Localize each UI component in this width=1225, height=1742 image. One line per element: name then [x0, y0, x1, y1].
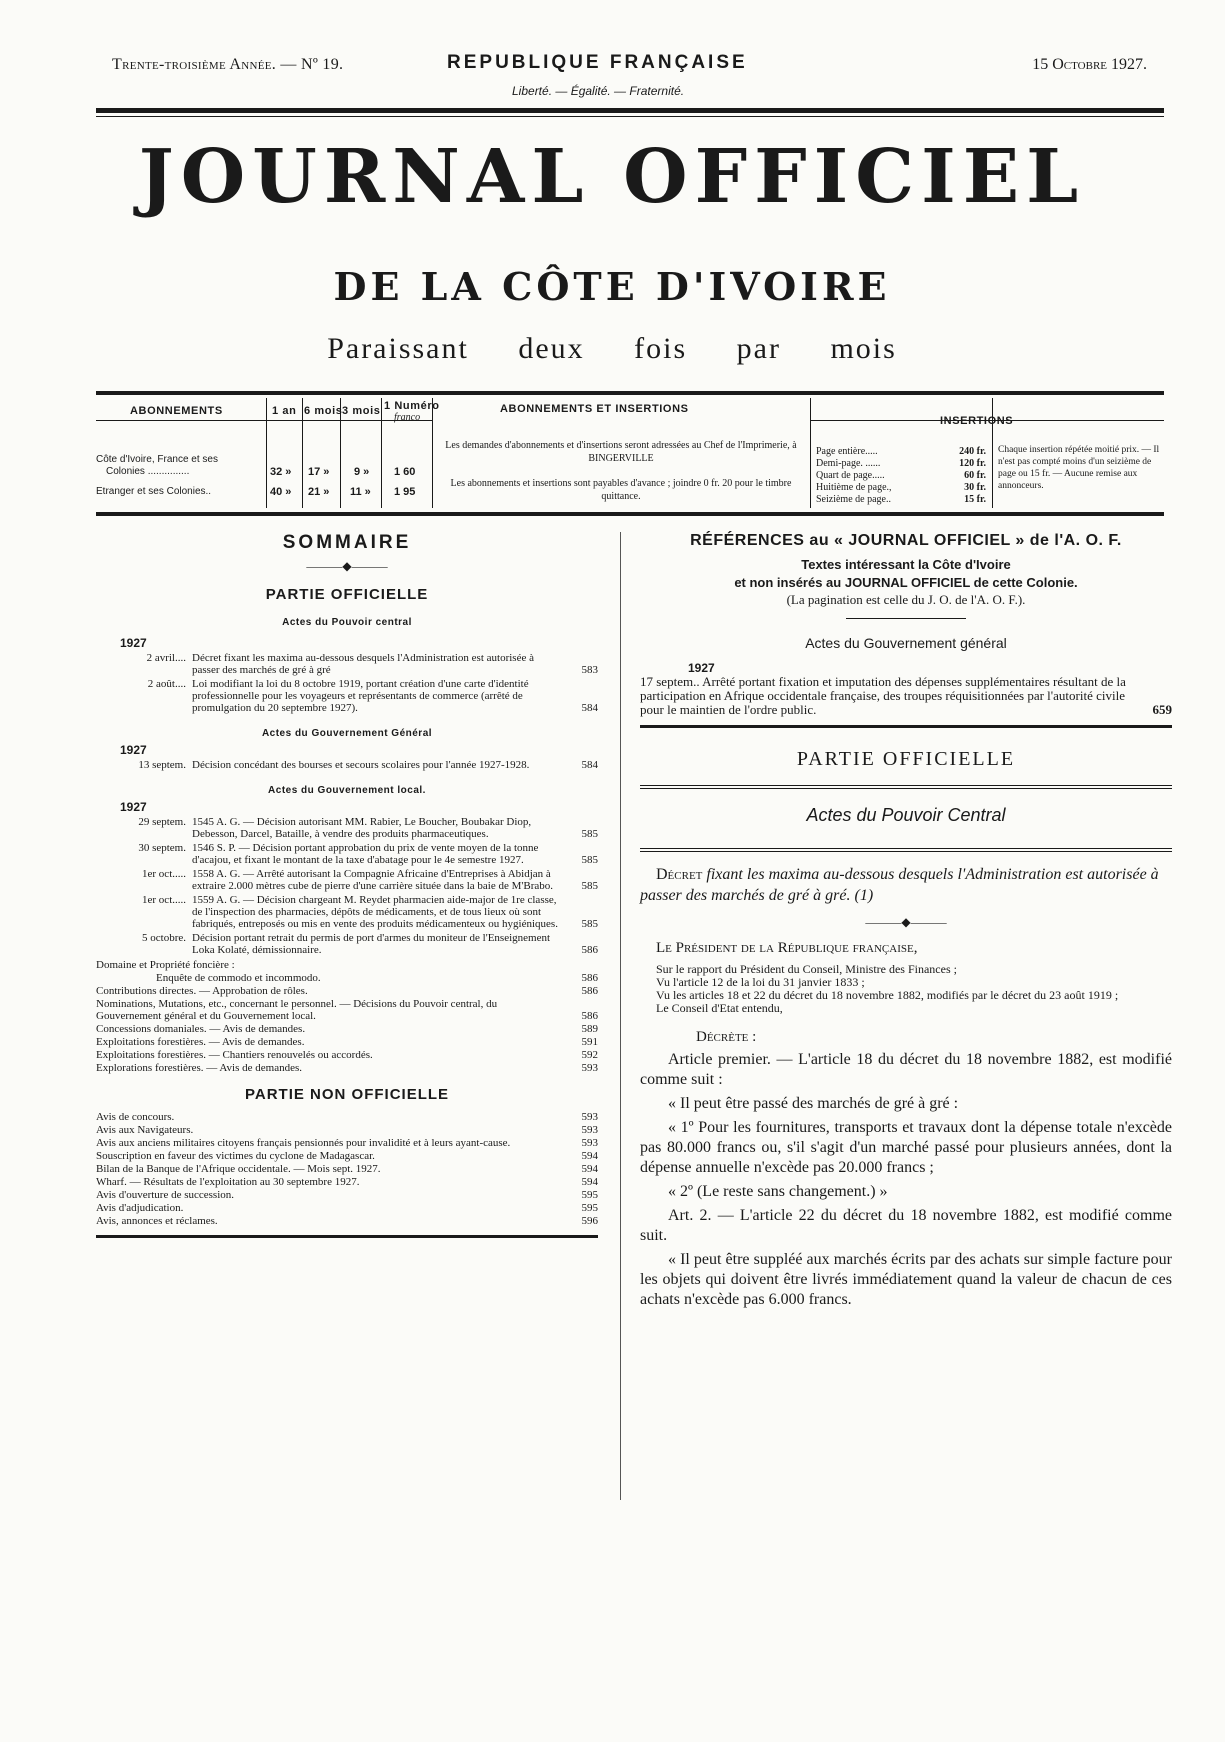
divider [640, 785, 1172, 786]
article-2-text: « Il peut être suppléé aux marchés écrits par des achats sur simple facture pour les objets qui doivent être livrés immédiatement quand la valeur de chacun de ces achats n'excède pas 6.000 francs. [640, 1251, 1172, 1308]
references-sub1: Textes intéressant la Côte d'Ivoire [801, 557, 1011, 572]
year-label: 1927 [120, 743, 147, 757]
table-rule [96, 512, 1164, 516]
partie-non-officielle-heading: PARTIE NON OFFICIELLE [244, 1086, 450, 1103]
ins-row: Huitième de page., 30 fr. [816, 482, 986, 493]
row1-numero: 1 60 [394, 466, 416, 478]
short-rule [846, 618, 966, 619]
journal-subtitle: DE LA CÔTE D'IVOIRE [333, 264, 891, 309]
actes-pouvoir-central: Actes du Pouvoir Central [806, 805, 1006, 825]
gov-general-title: Actes du Gouvernement général [805, 635, 1007, 651]
list-item[interactable]: Avis d'adjudication. 595 [96, 1202, 598, 1214]
col-numero: 1 Numéro [384, 400, 440, 412]
middle-text2: Les abonnements et insertions sont payables d'avance ; joindre 0 fr. 20 pour le timbre quittance. [450, 478, 792, 502]
list-item[interactable]: 30 septem. 1546 S. P. — Décision portant approbation du prix de vente moyen de la tonne d'acajou, et fixant le montant de la taxe d'abatage pour le 4e semestre 1927. 585 [138, 842, 598, 866]
list-item[interactable]: Wharf. — Résultats de l'exploitation au 30 septembre 1927. 594 [96, 1176, 598, 1188]
col-6mois: 6 mois [304, 405, 343, 417]
masthead-rule [96, 391, 1164, 395]
ornament-divider: ———◆——— [865, 915, 947, 929]
year-label: 1927 [120, 636, 147, 650]
row1-6mois: 17 » [308, 466, 330, 478]
president-heading: Le Président de la République française, [656, 940, 918, 956]
list-item[interactable]: Exploitations forestières. — Chantiers renouvelés ou accordés. 592 [96, 1049, 598, 1061]
list-item[interactable]: 5 octobre. Décision portant retrait du permis de port d'armes du moniteur de l'Enseignement Loka Kolaté, démissionnaire. 586 [142, 932, 598, 956]
issue-date: 15 Octobre 1927. [1032, 56, 1147, 73]
ins-row: Page entière..... 240 fr. [816, 446, 986, 457]
journal-tagline: Paraissant deux fois par mois [327, 332, 897, 365]
col-3mois: 3 mois [342, 405, 381, 417]
insertions-heading: INSERTIONS [940, 415, 1014, 427]
year-label: 1927 [120, 800, 147, 814]
visa-4: Le Conseil d'Etat entendu, [656, 1001, 783, 1015]
middle-text1: Les demandes d'abonnements et d'insertions seront adressées au Chef de l'Imprimerie, à BINGERVILLE [445, 440, 797, 464]
visa-1: Sur le rapport du Président du Conseil, Ministre des Finances ; [656, 962, 957, 976]
article-1-point-2: « 2º (Le reste sans changement.) » [668, 1183, 888, 1200]
list-item[interactable]: 17 septem.. Arrêté portant fixation et imputation des dépenses supplémentaires résultant de la participation en Afrique occidentale française, des troupes réquisitionnées par l'autorité civile pour le maintien de l'ordre public. 659 [640, 674, 1172, 717]
section-rule [640, 725, 1172, 728]
col-1an: 1 an [272, 405, 297, 417]
divider [640, 848, 1172, 849]
row2-1an: 40 » [270, 486, 292, 498]
references-sub2: et non insérés au JOURNAL OFFICIEL de cette Colonie. [734, 575, 1078, 590]
republic-label: REPUBLIQUE FRANÇAISE [447, 52, 748, 73]
ornament-divider: ———◆——— [306, 559, 388, 573]
subs-heading: ABONNEMENTS [130, 405, 223, 417]
decrete-heading: Décrète : [696, 1029, 757, 1045]
column-separator [620, 532, 621, 1500]
visa-3: Vu les articles 18 et 22 du décret du 18 novembre 1882, modifiés par le décret du 23 août 1919 ; [656, 988, 1119, 1002]
journal-title: JOURNAL OFFICIEL [138, 134, 1086, 220]
year-label: 1927 [688, 661, 715, 675]
list-item[interactable]: Avis aux anciens militaires citoyens français pensionnés pour invalidité et à leurs ayant-cause. 593 [96, 1137, 598, 1149]
visa-2: Vu l'article 12 de la loi du 31 janvier 1833 ; [656, 975, 865, 989]
issue-number: — Nº 19. [280, 56, 344, 73]
row2-label: Etranger et ses Colonies.. [96, 486, 212, 497]
list-item[interactable]: Avis de concours. 593 [96, 1111, 598, 1123]
sommaire-title: SOMMAIRE [282, 532, 412, 553]
row2-3mois: 11 » [350, 486, 371, 498]
list-item[interactable]: 13 septem. Décision concédant des bourses et secours scolaires pour l'année 1927-1928. 584 [138, 759, 598, 771]
row1-3mois: 9 » [354, 466, 370, 478]
national-motto: Liberté. — Égalité. — Fraternité. [512, 84, 685, 98]
col-numero-sub: franco [394, 412, 421, 423]
list-item[interactable]: 29 septem. 1545 A. G. — Décision autorisant MM. Rabier, Le Boucher, Boubakar Diop, Debesson, Darcel, Bataille, à vendre des produits pharmaceutiques. 585 [138, 816, 598, 840]
list-item[interactable]: Nominations, Mutations, etc., concernant le personnel. — Décisions du Pouvoir central, du Gouvernement général et du Gouvernement local. 586 [96, 998, 598, 1022]
list-item[interactable]: Enquête de commodo et incommodo. 586 [156, 972, 598, 984]
divider [640, 851, 1172, 852]
row1-label-a: Côte d'Ivoire, France et ses [96, 454, 218, 465]
article-1-point-1: « 1º Pour les fournitures, transports et travaux dont la dépense totale n'excède pas 80.000 francs ou, s'il s'agit d'un marché passé pour plusieurs années, dont la dépense annuelle n'excède pas 20.000 francs ; [640, 1119, 1172, 1176]
header-rule-thin [96, 116, 1164, 117]
list-item[interactable]: 2 avril.... Décret fixant les maxima au-dessous desquels l'Administration est autorisée à passer des marchés de gré à gré 583 [146, 652, 598, 676]
ins-row: Demi-page. ...... 120 fr. [816, 458, 986, 469]
row1-1an: 32 » [270, 466, 292, 478]
list-item[interactable]: Exploitations forestières. — Avis de demandes. 591 [96, 1036, 598, 1048]
insertions-price-list [816, 446, 986, 506]
list-item[interactable]: 1er oct..... 1558 A. G. — Arrêté autorisant la Compagnie Africaine d'Entreprises à Abidjan à extraire 2.000 mètres cube de pierre d'une carrière située dans la baie de M'Brabo. 585 [142, 868, 598, 892]
sommaire-column [96, 532, 598, 1238]
middle-heading: ABONNEMENTS ET INSERTIONS [500, 403, 689, 415]
list-item[interactable]: Avis aux Navigateurs. 593 [96, 1124, 598, 1136]
gouv-local-heading: Actes du Gouvernement local. [268, 785, 426, 796]
decret-title: Décret fixant les maxima au-dessous desquels l'Administration est autorisée à passer des marchés de gré à gré. (1) [640, 866, 1159, 904]
ins-row: Seizième de page.. 15 fr. [816, 494, 986, 505]
list-item[interactable]: Bilan de la Banque de l'Afrique occidentale. — Mois sept. 1927. 594 [96, 1163, 598, 1175]
row2-6mois: 21 » [308, 486, 330, 498]
pouvoir-central-heading: Actes du Pouvoir central [282, 617, 412, 628]
row2-numero: 1 95 [394, 486, 416, 498]
article-1-intro: « Il peut être passé des marchés de gré à gré : [668, 1095, 959, 1112]
ins-row: Quart de page..... 60 fr. [816, 470, 986, 481]
references-title: RÉFÉRENCES au « JOURNAL OFFICIEL » de l'A. O. F. [690, 532, 1122, 549]
insertions-note: Chaque insertion répétée moitié prix. — Il n'est pas compté moins d'un seizième de page ou 15 fr. — Aucune remise aux annonceurs. [998, 445, 1160, 491]
list-item[interactable]: Avis d'ouverture de succession. 595 [96, 1189, 598, 1201]
header-rule [96, 108, 1164, 113]
references-note: (La pagination est celle du J. O. de l'A. O. F.). [786, 592, 1026, 607]
list-item[interactable]: 2 août.... Loi modifiant la loi du 8 octobre 1919, portant création d'une carte d'identité professionnelle pour les voyageurs et représentants de commerce (arrêté de promulgation du 20 septembre 1927). 584 [147, 678, 598, 714]
article-1: Article premier. — L'article 18 du décret du 18 novembre 1882, est modifié comme suit : [640, 1051, 1172, 1088]
year-label: Trente-troisième Année. [112, 56, 277, 73]
domaine-heading: Domaine et Propriété foncière : [96, 959, 235, 971]
divider [640, 788, 1172, 789]
row1-label-b: Colonies ............... [106, 466, 190, 477]
right-column [640, 532, 1172, 1314]
list-item[interactable]: Concessions domaniales. — Avis de demandes. 589 [96, 1023, 598, 1035]
sommaire-end-rule [96, 1235, 598, 1238]
list-item[interactable]: Contributions directes. — Approbation de rôles. 586 [96, 985, 598, 997]
list-item[interactable]: Avis, annonces et réclames. 596 [96, 1215, 598, 1227]
list-item[interactable]: Souscription en faveur des victimes du cyclone de Madagascar. 594 [96, 1150, 598, 1162]
gouv-general-heading: Actes du Gouvernement Général [261, 728, 433, 739]
subscription-table [96, 398, 1164, 508]
list-item[interactable]: 1er oct..... 1559 A. G. — Décision chargeant M. Reydet pharmacien aide-major de 1re classe, de l'inspection des pharmacies, dépôts de médicaments, et de tous lieux où sont fabriqués, entreposés ou mis en vente des produits médicamenteux ou hygiéniques. 585 [142, 894, 598, 930]
partie-officielle-title: PARTIE OFFICIELLE [796, 748, 1016, 770]
list-item[interactable]: Explorations forestières. — Avis de demandes. 593 [96, 1062, 598, 1074]
partie-officielle-heading: PARTIE OFFICIELLE [265, 586, 429, 603]
issue-info [112, 56, 343, 74]
header-line [112, 52, 1147, 78]
article-2: Art. 2. — L'article 22 du décret du 18 novembre 1882, est modifié comme suit. [640, 1207, 1172, 1244]
